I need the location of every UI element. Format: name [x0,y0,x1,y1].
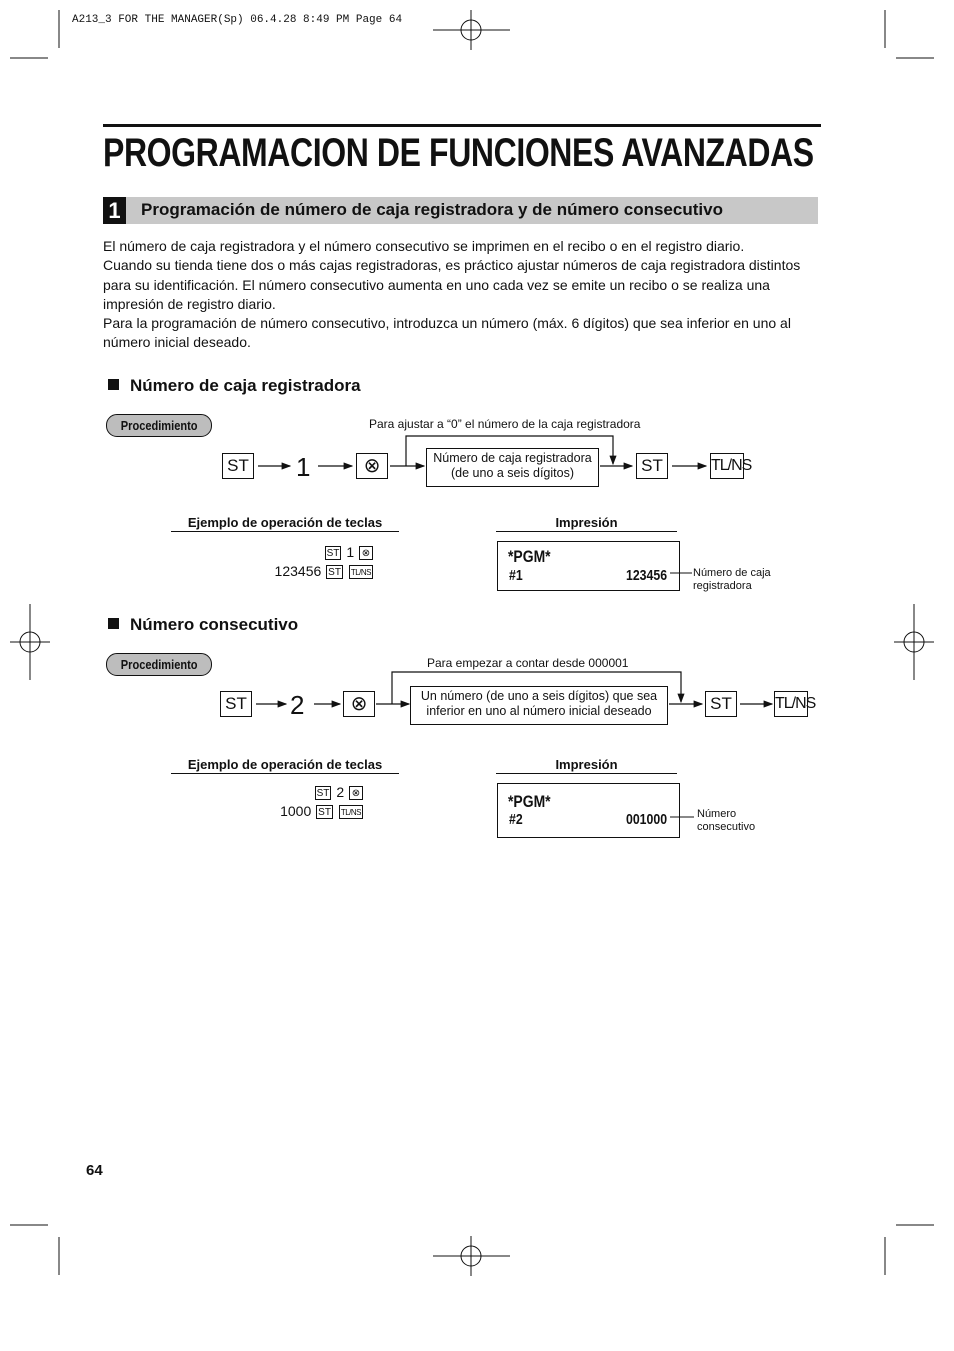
receipt-value: 001000 [626,811,668,828]
receipt-callout-line [670,812,696,822]
st-key: ST [222,453,254,479]
subsection-heading-text: Número de caja registradora [130,376,361,395]
multiply-key-icon: ⊗ [359,546,373,560]
example-digit: 2 [336,784,345,800]
receipt-label: #1 [509,567,523,584]
tlns-key: TL/NS [710,453,744,479]
example-heading: Ejemplo de operación de teclas [171,515,399,532]
multiply-key-icon: ⊗ [356,453,388,479]
subsection-heading-text: Número consecutivo [130,615,299,634]
st-key: ST [318,807,331,818]
st-key: ST [636,453,668,479]
example-heading: Ejemplo de operación de teclas [171,757,399,774]
receipt-pgm-line: *PGM* [508,547,551,566]
receipt-printout [497,783,680,838]
receipt-label: #2 [509,811,523,828]
st-key: ST [220,691,252,717]
multiply-key-icon: ⊗ [343,691,375,717]
digit-2: 2 [290,690,305,720]
st-key: ST [705,691,737,717]
example-value: 123456 [274,563,322,579]
tlns-key: TL/NS [774,691,808,717]
st-key: ST [328,567,341,578]
print-header-line: A213_3 FOR THE MANAGER(Sp) 06.4.28 8:49 PM Page 64 [72,14,403,26]
receipt-callout-note: Número consecutivo [697,808,756,833]
procedure-badge-label: Procedimiento [120,418,198,433]
st-key: ST [316,788,330,799]
multiply-key-icon: ⊗ [349,786,363,800]
register-number-input-box: Número de caja registradora (de uno a seis dígitos) [426,448,599,487]
tlns-key: TL/NS [339,805,363,819]
intro-paragraph: Cuando su tienda tiene dos o más cajas registradoras, es práctico ajustar números de caja registradora distintos para su identificación. El número consecutivo aumenta en uno cada vez se emite un recibo o se realiza una impresión de registro diario. [103,257,801,312]
print-heading: Impresión [496,757,677,774]
bypass-label: Para ajustar a “0” el número de la caja registradora [369,417,641,431]
digit-1: 1 [296,452,311,482]
consecutive-number-input-box: Un número (de uno a seis dígitos) que sea inferior en uno al número inicial deseado [410,686,668,725]
page-title: PROGRAMACION DE FUNCIONES AVANZADAS [103,131,814,175]
receipt-pgm-line: *PGM* [508,792,551,811]
bypass-label: Para empezar a contar desde 000001 [427,656,629,670]
print-heading: Impresión [496,515,677,532]
section-title: Programación de número de caja registradora y de número consecutivo [141,200,723,219]
example-key-line-2 [240,803,364,819]
receipt-value: 123456 [626,567,668,584]
section-number: 1 [103,197,126,224]
example-value: 1000 [280,803,312,819]
receipt-callout-note: Número de caja registradora [693,567,771,592]
intro-paragraph: Para la programación de número consecutivo, introduzca un número (máx. 6 dígitos) que sea inferior en uno al número inicial deseado. [103,315,791,351]
st-key: ST [326,548,340,559]
example-key-line-1 [240,784,364,800]
tlns-key: TL/NS [349,565,373,579]
page-number: 64 [86,1162,103,1179]
intro-paragraph: El número de caja registradora y el número consecutivo se imprimen en el recibo o en el registro diario. [103,238,745,254]
procedure-badge-label: Procedimiento [120,657,198,672]
example-digit: 1 [346,544,355,560]
